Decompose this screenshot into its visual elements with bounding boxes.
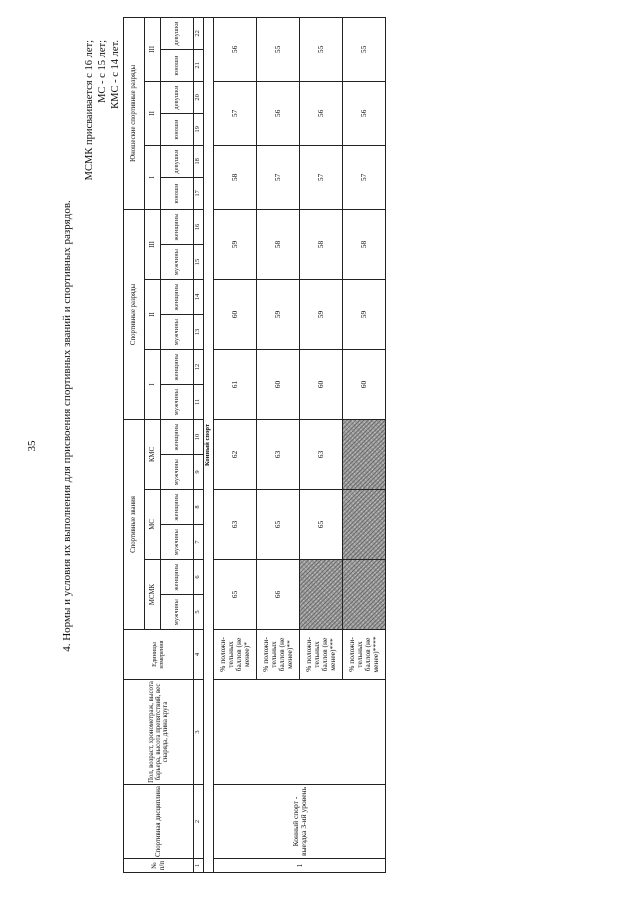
value-rank-1: 60 bbox=[343, 349, 386, 419]
value-rank-1: 61 bbox=[214, 349, 257, 419]
column-number-row bbox=[194, 17, 204, 872]
column-number: 19 bbox=[194, 113, 204, 145]
sport-name: Конный спорт bbox=[204, 17, 214, 872]
value-youth-1: 57 bbox=[343, 145, 386, 209]
header-youth-3: III bbox=[145, 17, 161, 81]
hatched-cell bbox=[300, 560, 343, 630]
column-number: 22 bbox=[194, 17, 204, 49]
header-boys: юноши bbox=[161, 49, 194, 81]
header-youth: Юношеские спортивные разряды bbox=[124, 17, 145, 209]
column-number: 6 bbox=[194, 560, 204, 595]
value-youth-2: 57 bbox=[214, 81, 257, 145]
column-number: 1 bbox=[194, 859, 204, 873]
column-number: 16 bbox=[194, 209, 204, 244]
page-number: 35 bbox=[26, 440, 38, 452]
header-discipline: Спортивная дисциплина bbox=[124, 785, 194, 859]
column-number: 5 bbox=[194, 595, 204, 630]
age-note-ms: МС - с 15 лет; bbox=[97, 40, 108, 103]
value-kms: 63 bbox=[300, 419, 343, 489]
header-women: женщины bbox=[161, 349, 194, 384]
column-number: 7 bbox=[194, 525, 204, 560]
header-men: мужчины bbox=[161, 314, 194, 349]
value-msmk: 66 bbox=[257, 560, 300, 630]
norms-table-wrapper bbox=[123, 20, 613, 873]
header-women: женщины bbox=[161, 560, 194, 595]
column-number: 14 bbox=[194, 279, 204, 314]
params-cell bbox=[214, 680, 386, 785]
column-number: 9 bbox=[194, 455, 204, 490]
hatched-cell bbox=[343, 560, 386, 630]
unit-cell: % положи-тельных баллов (не менее)**** bbox=[343, 630, 386, 680]
value-youth-3: 55 bbox=[343, 17, 386, 81]
column-number: 13 bbox=[194, 314, 204, 349]
header-youth-1: I bbox=[145, 145, 161, 209]
hatched-cell bbox=[343, 490, 386, 560]
section-title: 4. Нормы и условия их выполнения для присвоения спортивных званий и спортивных разрядов. bbox=[61, 200, 73, 652]
value-youth-2: 56 bbox=[300, 81, 343, 145]
value-ms: 63 bbox=[214, 490, 257, 560]
header-girls: девушки bbox=[161, 17, 194, 49]
header-men: мужчины bbox=[161, 384, 194, 419]
header-ms: МС bbox=[145, 490, 161, 560]
header-params: Пол, возраст, хронометраж, высота барьера, высота препятствий, вес снаряда, длина круга bbox=[124, 680, 194, 785]
column-number: 20 bbox=[194, 81, 204, 113]
value-rank-2: 59 bbox=[300, 279, 343, 349]
header-men: мужчины bbox=[161, 525, 194, 560]
value-rank-3: 58 bbox=[300, 209, 343, 279]
value-rank-2: 59 bbox=[257, 279, 300, 349]
header-rank-2: II bbox=[145, 279, 161, 349]
column-number: 15 bbox=[194, 244, 204, 279]
column-number: 11 bbox=[194, 384, 204, 419]
column-number: 21 bbox=[194, 49, 204, 81]
header-titles: Спортивные звания bbox=[124, 419, 145, 629]
header-no: № п/п bbox=[124, 859, 194, 873]
value-youth-2: 56 bbox=[343, 81, 386, 145]
value-kms: 63 bbox=[257, 419, 300, 489]
header-youth-2: II bbox=[145, 81, 161, 145]
row-number: 1 bbox=[214, 859, 386, 873]
value-ms: 65 bbox=[300, 490, 343, 560]
value-youth-3: 56 bbox=[214, 17, 257, 81]
unit-cell: % положи-тельных баллов (не менее)** bbox=[257, 630, 300, 680]
sport-row bbox=[204, 17, 214, 872]
value-rank-1: 60 bbox=[300, 349, 343, 419]
age-note-msmk: МСМК присваивается с 16 лет; bbox=[84, 40, 95, 181]
value-youth-3: 55 bbox=[300, 17, 343, 81]
header-men: мужчины bbox=[161, 244, 194, 279]
header-girls: девушки bbox=[161, 145, 194, 177]
header-boys: юноши bbox=[161, 177, 194, 209]
value-youth-1: 57 bbox=[257, 145, 300, 209]
header-rank-3: III bbox=[145, 209, 161, 279]
header-girls: девушки bbox=[161, 81, 194, 113]
value-rank-1: 60 bbox=[257, 349, 300, 419]
hatched-cell bbox=[343, 419, 386, 489]
header-kms: КМС bbox=[145, 419, 161, 489]
column-number: 4 bbox=[194, 630, 204, 680]
value-youth-3: 55 bbox=[257, 17, 300, 81]
value-rank-2: 60 bbox=[214, 279, 257, 349]
discipline-name: Конный спорт - выездка 3-ий уровень bbox=[214, 785, 386, 859]
column-number: 10 bbox=[194, 419, 204, 454]
value-rank-2: 59 bbox=[343, 279, 386, 349]
column-number: 18 bbox=[194, 145, 204, 177]
header-women: женщины bbox=[161, 209, 194, 244]
column-number: 2 bbox=[194, 785, 204, 859]
header-women: женщины bbox=[161, 419, 194, 454]
header-ranks: Спортивные разряды bbox=[124, 209, 145, 419]
value-rank-3: 59 bbox=[214, 209, 257, 279]
value-rank-3: 58 bbox=[343, 209, 386, 279]
header-men: мужчины bbox=[161, 455, 194, 490]
value-youth-2: 56 bbox=[257, 81, 300, 145]
unit-cell: % положи-тельных баллов (не менее)*** bbox=[300, 630, 343, 680]
value-rank-3: 58 bbox=[257, 209, 300, 279]
column-number: 17 bbox=[194, 177, 204, 209]
header-unit: Единицы измерения bbox=[124, 630, 194, 680]
column-number: 12 bbox=[194, 349, 204, 384]
age-note-kms: КМС - с 14 лет. bbox=[110, 40, 121, 109]
header-rank-1: I bbox=[145, 349, 161, 419]
header-women: женщины bbox=[161, 490, 194, 525]
value-kms: 62 bbox=[214, 419, 257, 489]
value-ms: 65 bbox=[257, 490, 300, 560]
norms-table bbox=[123, 17, 386, 873]
header-boys: юноши bbox=[161, 113, 194, 145]
header-msmk: МСМК bbox=[145, 560, 161, 630]
column-number: 8 bbox=[194, 490, 204, 525]
column-number: 3 bbox=[194, 680, 204, 785]
value-youth-1: 58 bbox=[214, 145, 257, 209]
value-msmk: 65 bbox=[214, 560, 257, 630]
table-row bbox=[214, 17, 257, 872]
header-men: мужчины bbox=[161, 595, 194, 630]
unit-cell: % положи-тельных баллов (не менее)* bbox=[214, 630, 257, 680]
value-youth-1: 57 bbox=[300, 145, 343, 209]
header-women: женщины bbox=[161, 279, 194, 314]
